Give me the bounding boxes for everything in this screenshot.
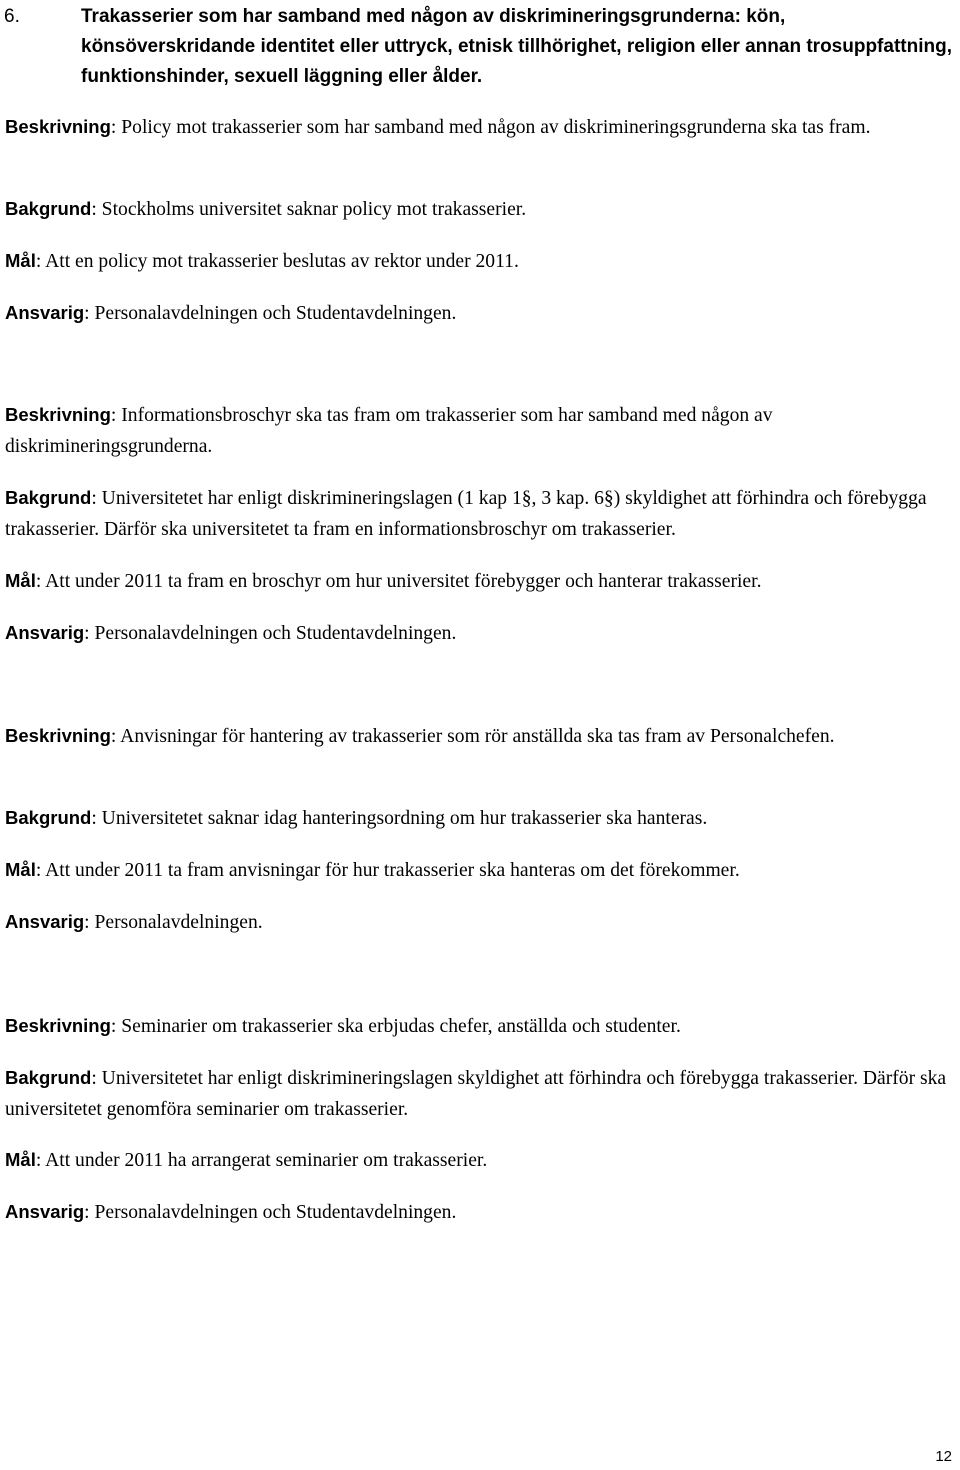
label-beskrivning: Beskrivning bbox=[5, 1015, 111, 1036]
label-beskrivning: Beskrivning bbox=[5, 116, 111, 137]
text-bakgrund: : Universitetet saknar idag hanteringsordning om hur trakasserier ska hanteras. bbox=[91, 808, 708, 829]
label-beskrivning: Beskrivning bbox=[5, 404, 111, 425]
text-ansvarig: : Personalavdelningen och Studentavdelningen. bbox=[84, 623, 457, 644]
section-4-ansvarig bbox=[5, 1196, 955, 1228]
text-bakgrund: : Stockholms universitet saknar policy mot trakasserier. bbox=[91, 199, 527, 220]
section-2-mal bbox=[5, 565, 955, 597]
text-mal: : Att under 2011 ta fram anvisningar för hur trakasserier ska hanteras om det förekommer. bbox=[35, 860, 740, 881]
text-beskrivning: : Anvisningar för hantering av trakasserier som rör anställda ska tas fram av Personalchefen. bbox=[110, 726, 835, 747]
section-4-bakgrund bbox=[5, 1062, 955, 1125]
text-beskrivning: : Informationsbroschyr ska tas fram om trakasserier som har samband med någon av diskrimineringsgrunderna. bbox=[5, 405, 773, 457]
section-1-bakgrund bbox=[5, 193, 955, 225]
section-1-ansvarig bbox=[5, 297, 955, 329]
section-2-bakgrund bbox=[5, 482, 955, 545]
text-mal: : Att under 2011 ha arrangerat seminarier om trakasserier. bbox=[35, 1150, 488, 1171]
text-beskrivning: : Policy mot trakasserier som har samband med någon av diskrimineringsgrunderna ska tas fram. bbox=[110, 117, 871, 138]
text-ansvarig: : Personalavdelningen och Studentavdelningen. bbox=[84, 303, 457, 324]
label-bakgrund: Bakgrund bbox=[5, 807, 92, 828]
label-mal: Mål bbox=[5, 859, 36, 880]
label-bakgrund: Bakgrund bbox=[5, 198, 92, 219]
section-3-mal bbox=[5, 854, 955, 886]
section-number: 6. bbox=[4, 6, 20, 27]
text-bakgrund: : Universitetet har enligt diskrimineringslagen (1 kap 1§, 3 kap. 6§) skyldighet att förhindra och förebygga trakasserier. Därför ska universitetet ta fram en informationsbroschyr om trakasserier. bbox=[5, 488, 927, 540]
section-4-mal bbox=[5, 1144, 955, 1176]
text-ansvarig: : Personalavdelningen. bbox=[84, 912, 263, 933]
text-beskrivning: : Seminarier om trakasserier ska erbjudas chefer, anställda och studenter. bbox=[110, 1016, 681, 1037]
label-ansvarig: Ansvarig bbox=[5, 302, 85, 323]
label-beskrivning: Beskrivning bbox=[5, 725, 111, 746]
label-ansvarig: Ansvarig bbox=[5, 911, 85, 932]
section-4-beskrivning bbox=[5, 1010, 955, 1042]
section-2-ansvarig bbox=[5, 617, 955, 649]
section-2-beskrivning bbox=[5, 399, 955, 462]
label-mal: Mål bbox=[5, 250, 36, 271]
text-mal: : Att under 2011 ta fram en broschyr om hur universitet förebygger och hanterar trakasserier. bbox=[35, 571, 762, 592]
label-mal: Mål bbox=[5, 570, 36, 591]
text-mal: : Att en policy mot trakasserier beslutas av rektor under 2011. bbox=[35, 251, 519, 272]
page-number: 12 bbox=[935, 1448, 952, 1465]
label-ansvarig: Ansvarig bbox=[5, 1201, 85, 1222]
label-bakgrund: Bakgrund bbox=[5, 1067, 92, 1088]
section-3-bakgrund bbox=[5, 802, 955, 834]
section-heading bbox=[4, 2, 954, 87]
section-title: Trakasserier som har samband med någon av diskrimineringsgrunderna: kön, könsöverskridande identitet eller uttryck, etnisk tillhörighet, religion eller annan trosuppfattning, funktionshinder, sexuell läggning eller ålder. bbox=[81, 6, 952, 87]
section-3-ansvarig bbox=[5, 906, 955, 938]
section-1-beskrivning bbox=[5, 111, 955, 143]
label-ansvarig: Ansvarig bbox=[5, 622, 85, 643]
label-mal: Mål bbox=[5, 1149, 36, 1170]
label-bakgrund: Bakgrund bbox=[5, 487, 92, 508]
text-ansvarig: : Personalavdelningen och Studentavdelningen. bbox=[84, 1202, 457, 1223]
section-3-beskrivning bbox=[5, 720, 955, 752]
section-1-mal bbox=[5, 245, 955, 277]
text-bakgrund: : Universitetet har enligt diskrimineringslagen skyldighet att förhindra och förebygga trakasserier. Därför ska universitetet genomföra seminarier om trakasserier. bbox=[5, 1068, 947, 1120]
